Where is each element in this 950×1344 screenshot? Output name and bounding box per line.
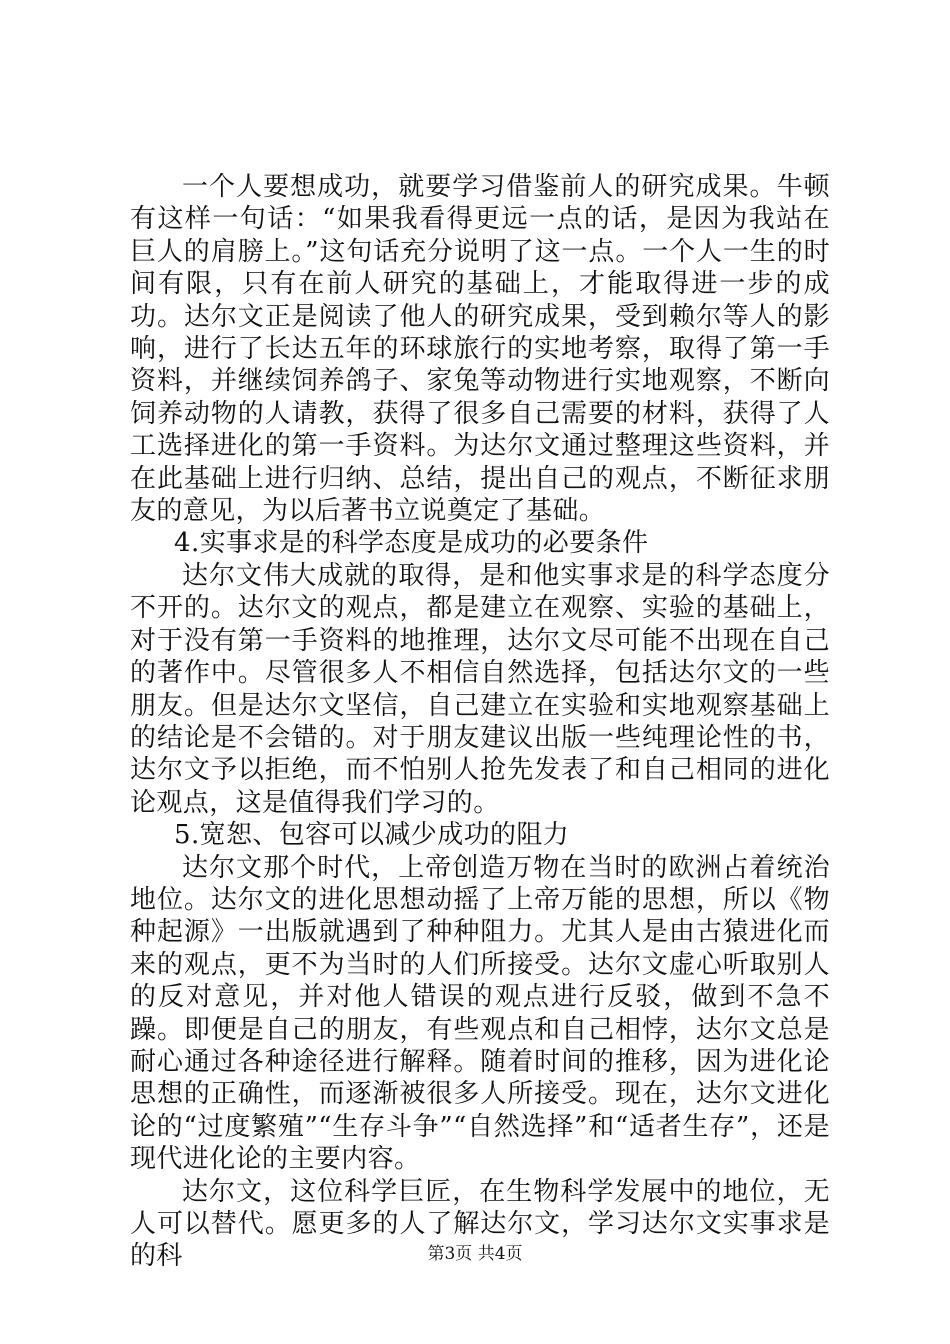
document-body	[130, 171, 830, 1273]
paragraph-tolerance: 达尔文那个时代，上帝创造万物在当时的欧洲占着统治地位。达尔文的进化思想动摇了上帝万能的思想，所以《物种起源》一出版就遇到了种种阻力。尤其人是由古猿进化而来的观点，更不为当时的人们所接受。达尔文虚心听取别人的反对意见，并对他人错误的观点进行反驳，做到不急不躁。即便是自己的朋友，有些观点和自己相悖，达尔文总是耐心通过各种途径进行解释。随着时间的推移，因为进化论思想的正确性，而逐渐被很多人所接受。现在，达尔文进化论的“过度繁殖”“生存斗争”“自然选择”和“适者生存”，还是现代进化论的主要内容。	[130, 852, 830, 1175]
section-heading-4: 4.实事求是的科学态度是成功的必要条件	[174, 528, 649, 559]
paragraph-standing-on-shoulders: 一个人要想成功，就要学习借鉴前人的研究成果。牛顿有这样一句话：“如果我看得更远一点的话，是因为我站在巨人的肩膀上。”这句话充分说明了这一点。一个人一生的时间有限，只有在前人研究的基础上，才能取得进一步的成功。达尔文正是阅读了他人的研究成果，受到赖尔等人的影响，进行了长达五年的环球旅行的实地考察，取得了第一手资料，并继续饲养鸽子、家兔等动物进行实地观察，不断向饲养动物的人请教，获得了很多自己需要的材料，获得了人工选择进化的第一手资料。为达尔文通过整理这些资料，并在此基础上进行归纳、总结，提出自己的观点，不断征求朋友的意见，为以后著书立说奠定了基础。	[130, 172, 830, 527]
paragraph-conclusion: 达尔文，这位科学巨匠，在生物科学发展中的地位，无人可以替代。愿更多的人了解达尔文，学习达尔文实事求是的科	[130, 1176, 830, 1272]
paragraph-scientific-attitude: 达尔文伟大成就的取得，是和他实事求是的科学态度分不开的。达尔文的观点，都是建立在观察、实验的基础上，对于没有第一手资料的地推理，达尔文尽可能不出现在自己的著作中。尽管很多人不相信自然选择，包括达尔文的一些朋友。但是达尔文坚信，自己建立在实验和实地观察基础上的结论是不会错的。对于朋友建议出版一些纯理论性的书，达尔文予以拒绝，而不怕别人抢先发表了和自己相同的进化论观点，这是值得我们学习的。	[130, 560, 830, 818]
section-heading-5: 5.宽恕、包容可以减少成功的阻力	[174, 820, 570, 851]
page-number-footer: 第3页 共4页	[427, 1244, 523, 1264]
